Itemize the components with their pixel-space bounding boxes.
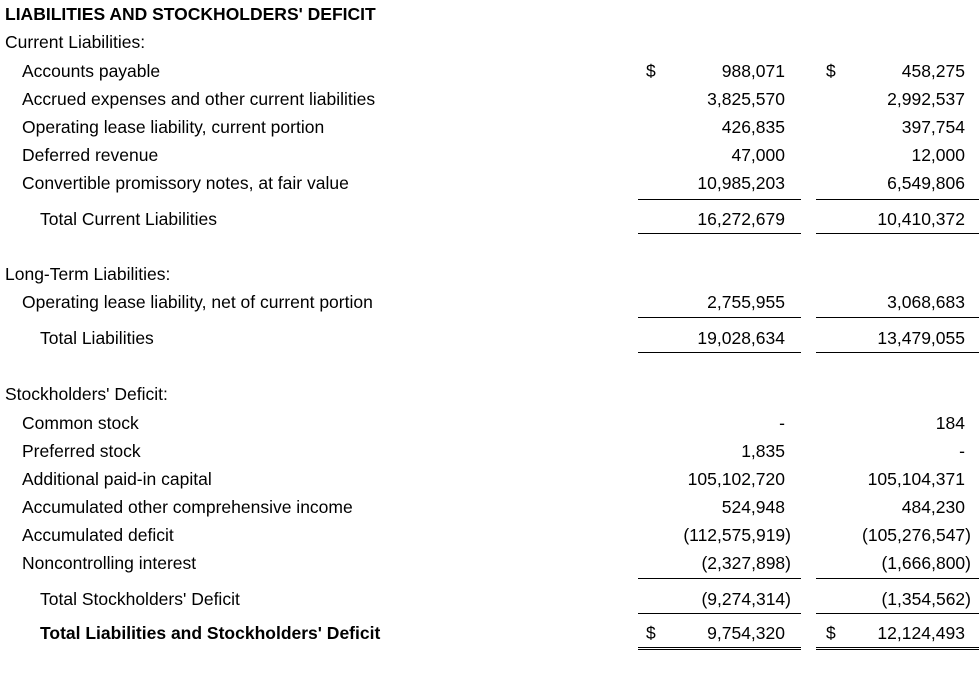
total-row: [0, 209, 979, 235]
row-label: Operating lease liability, net of current portion: [22, 292, 373, 312]
dollar-sign: $: [826, 623, 836, 643]
table-row: [0, 89, 979, 115]
value-prior-year: 2,992,537: [887, 89, 965, 109]
section-header: Stockholders' Deficit:: [5, 384, 168, 404]
table-row: [0, 469, 979, 495]
grand-total-row: [0, 623, 979, 649]
table-row: [0, 525, 979, 551]
row-label: Accounts payable: [22, 61, 161, 81]
value-prior-year: (1,666,800): [881, 553, 971, 573]
total-prior-year: 13,479,055: [877, 328, 965, 348]
table-row: [0, 173, 979, 199]
row-label: Convertible promissory notes, at fair value: [22, 173, 349, 193]
dollar-sign: $: [646, 61, 656, 81]
row-label: Noncontrolling interest: [22, 553, 197, 573]
section-header: Current Liabilities:: [5, 32, 146, 52]
dollar-sign: $: [826, 61, 836, 81]
grand-total-current-year: 9,754,320: [707, 623, 785, 643]
table-row: [0, 145, 979, 171]
value-prior-year: 458,275: [901, 61, 965, 81]
total-rule: [816, 613, 979, 614]
subtotal-rule: [816, 199, 979, 200]
value-current-year: 10,985,203: [697, 173, 785, 193]
value-prior-year: 105,104,371: [867, 469, 965, 489]
value-current-year: 3,825,570: [707, 89, 785, 109]
value-current-year: 2,755,955: [707, 292, 785, 312]
table-row: [0, 292, 979, 318]
value-prior-year: -: [959, 441, 965, 461]
value-current-year: (112,575,919): [683, 525, 791, 545]
value-current-year: 988,071: [721, 61, 785, 81]
value-prior-year: 12,000: [911, 145, 965, 165]
grand-total-label: Total Liabilities and Stockholders' Deficit: [40, 623, 381, 643]
statement-title-row: [0, 4, 979, 30]
value-current-year: 47,000: [731, 145, 785, 165]
value-prior-year: 397,754: [901, 117, 965, 137]
value-current-year: 426,835: [721, 117, 785, 137]
table-row: [0, 413, 979, 439]
table-row: [0, 441, 979, 467]
row-label: Deferred revenue: [22, 145, 159, 165]
total-row: [0, 589, 979, 615]
total-current-year: 19,028,634: [697, 328, 785, 348]
value-prior-year: 484,230: [901, 497, 965, 517]
subtotal-rule: [816, 317, 979, 318]
total-rule: [638, 233, 801, 234]
total-label: Total Stockholders' Deficit: [40, 589, 240, 609]
value-prior-year: (105,276,547): [862, 525, 971, 545]
total-rule: [816, 352, 979, 353]
grand-total-prior-year: 12,124,493: [877, 623, 965, 643]
subtotal-rule: [816, 578, 979, 579]
value-current-year: (2,327,898): [701, 553, 791, 573]
total-prior-year: (1,354,562): [881, 589, 971, 609]
subtotal-rule: [638, 317, 801, 318]
table-row: [0, 497, 979, 523]
value-current-year: 524,948: [721, 497, 785, 517]
row-label: Preferred stock: [22, 441, 141, 461]
value-current-year: 105,102,720: [687, 469, 785, 489]
total-rule: [638, 613, 801, 614]
grand-total-double-rule: [638, 647, 801, 650]
table-row: [0, 117, 979, 143]
section-header-deficit: [0, 384, 979, 410]
total-rule: [638, 352, 801, 353]
total-current-year: (9,274,314): [701, 589, 791, 609]
value-current-year: -: [779, 413, 785, 433]
row-label: Operating lease liability, current portion: [22, 117, 325, 137]
row-label: Accrued expenses and other current liabilities: [22, 89, 376, 109]
table-row: [0, 553, 979, 579]
row-label: Accumulated other comprehensive income: [22, 497, 353, 517]
statement-title: LIABILITIES AND STOCKHOLDERS' DEFICIT: [5, 4, 376, 24]
total-label: Total Liabilities: [40, 328, 154, 348]
value-prior-year: 3,068,683: [887, 292, 965, 312]
subtotal-rule: [638, 199, 801, 200]
row-label: Common stock: [22, 413, 139, 433]
total-current-year: 16,272,679: [697, 209, 785, 229]
grand-total-double-rule: [816, 647, 979, 650]
total-prior-year: 10,410,372: [877, 209, 965, 229]
total-rule: [816, 233, 979, 234]
row-label: Accumulated deficit: [22, 525, 174, 545]
dollar-sign: $: [646, 623, 656, 643]
table-row: [0, 61, 979, 87]
section-header-longterm: [0, 264, 979, 290]
value-prior-year: 6,549,806: [887, 173, 965, 193]
subtotal-rule: [638, 578, 801, 579]
value-current-year: 1,835: [741, 441, 785, 461]
value-prior-year: 184: [935, 413, 965, 433]
total-row: [0, 328, 979, 354]
section-header-current: [0, 32, 979, 58]
section-header: Long-Term Liabilities:: [5, 264, 171, 284]
total-label: Total Current Liabilities: [40, 209, 218, 229]
row-label: Additional paid-in capital: [22, 469, 212, 489]
